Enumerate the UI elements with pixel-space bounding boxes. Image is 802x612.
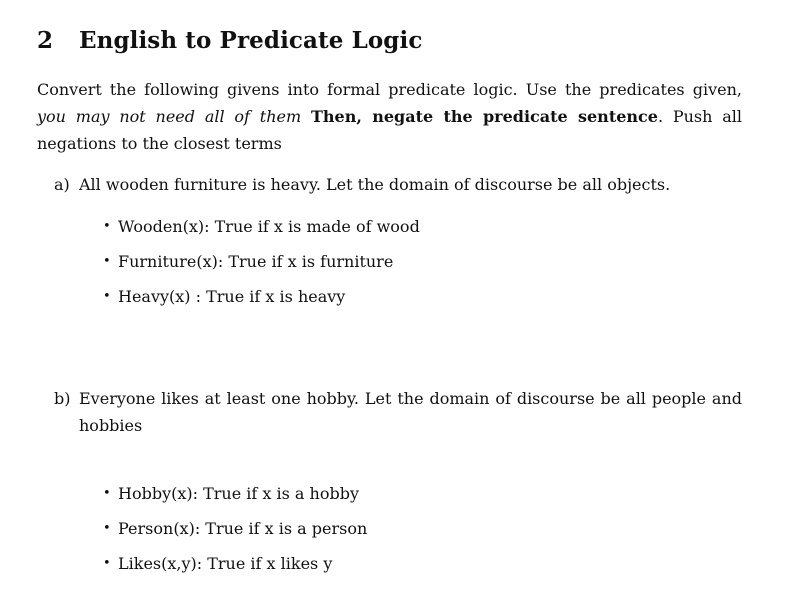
predicate-text: Heavy(x) : True if x is heavy: [118, 287, 346, 306]
predicate-item: [101, 213, 420, 248]
bullet-icon: •: [103, 556, 111, 571]
instructions-text-2: . Push all negations to the closest terms: [37, 107, 743, 153]
predicate-list: [101, 213, 420, 318]
predicate-item: [101, 515, 367, 550]
document-page: [37, 26, 743, 573]
predicate-item: [101, 248, 420, 283]
bullet-icon: •: [103, 219, 111, 234]
instructions-bold: Then, negate the predicate sentence: [311, 107, 658, 126]
bullet-icon: •: [103, 254, 111, 269]
problem-statement: Everyone likes at least one hobby. Let the domain of discourse be all people and hobbies: [79, 389, 742, 435]
problem-label: a): [54, 175, 70, 194]
instructions-space: [301, 107, 311, 126]
instructions-paragraph: [37, 76, 742, 157]
predicate-item: [101, 550, 367, 585]
bullet-icon: •: [103, 486, 111, 501]
problem-label: b): [54, 389, 71, 408]
bullet-icon: •: [103, 289, 111, 304]
section-number: 2: [37, 27, 54, 54]
section-title: English to Predicate Logic: [79, 27, 423, 54]
instructions-italic: you may not need all of them: [37, 107, 302, 126]
predicate-item: [101, 480, 367, 515]
predicate-text: Hobby(x): True if x is a hobby: [118, 484, 360, 503]
problem-statement: All wooden furniture is heavy. Let the domain of discourse be all objects.: [79, 175, 671, 194]
problem-a: [54, 171, 742, 306]
predicate-text: Wooden(x): True if x is made of wood: [118, 217, 420, 236]
instructions-text-1: Convert the following givens into formal predicate logic. Use the predicates given,: [37, 80, 742, 99]
bullet-icon: •: [103, 521, 111, 536]
predicate-text: Person(x): True if x is a person: [118, 519, 368, 538]
predicate-list: [101, 480, 367, 585]
section-heading: [37, 26, 742, 56]
predicate-text: Likes(x,y): True if x likes y: [118, 554, 333, 573]
predicate-text: Furniture(x): True if x is furniture: [118, 252, 394, 271]
predicate-item: [101, 283, 420, 318]
problem-b: [54, 385, 742, 573]
